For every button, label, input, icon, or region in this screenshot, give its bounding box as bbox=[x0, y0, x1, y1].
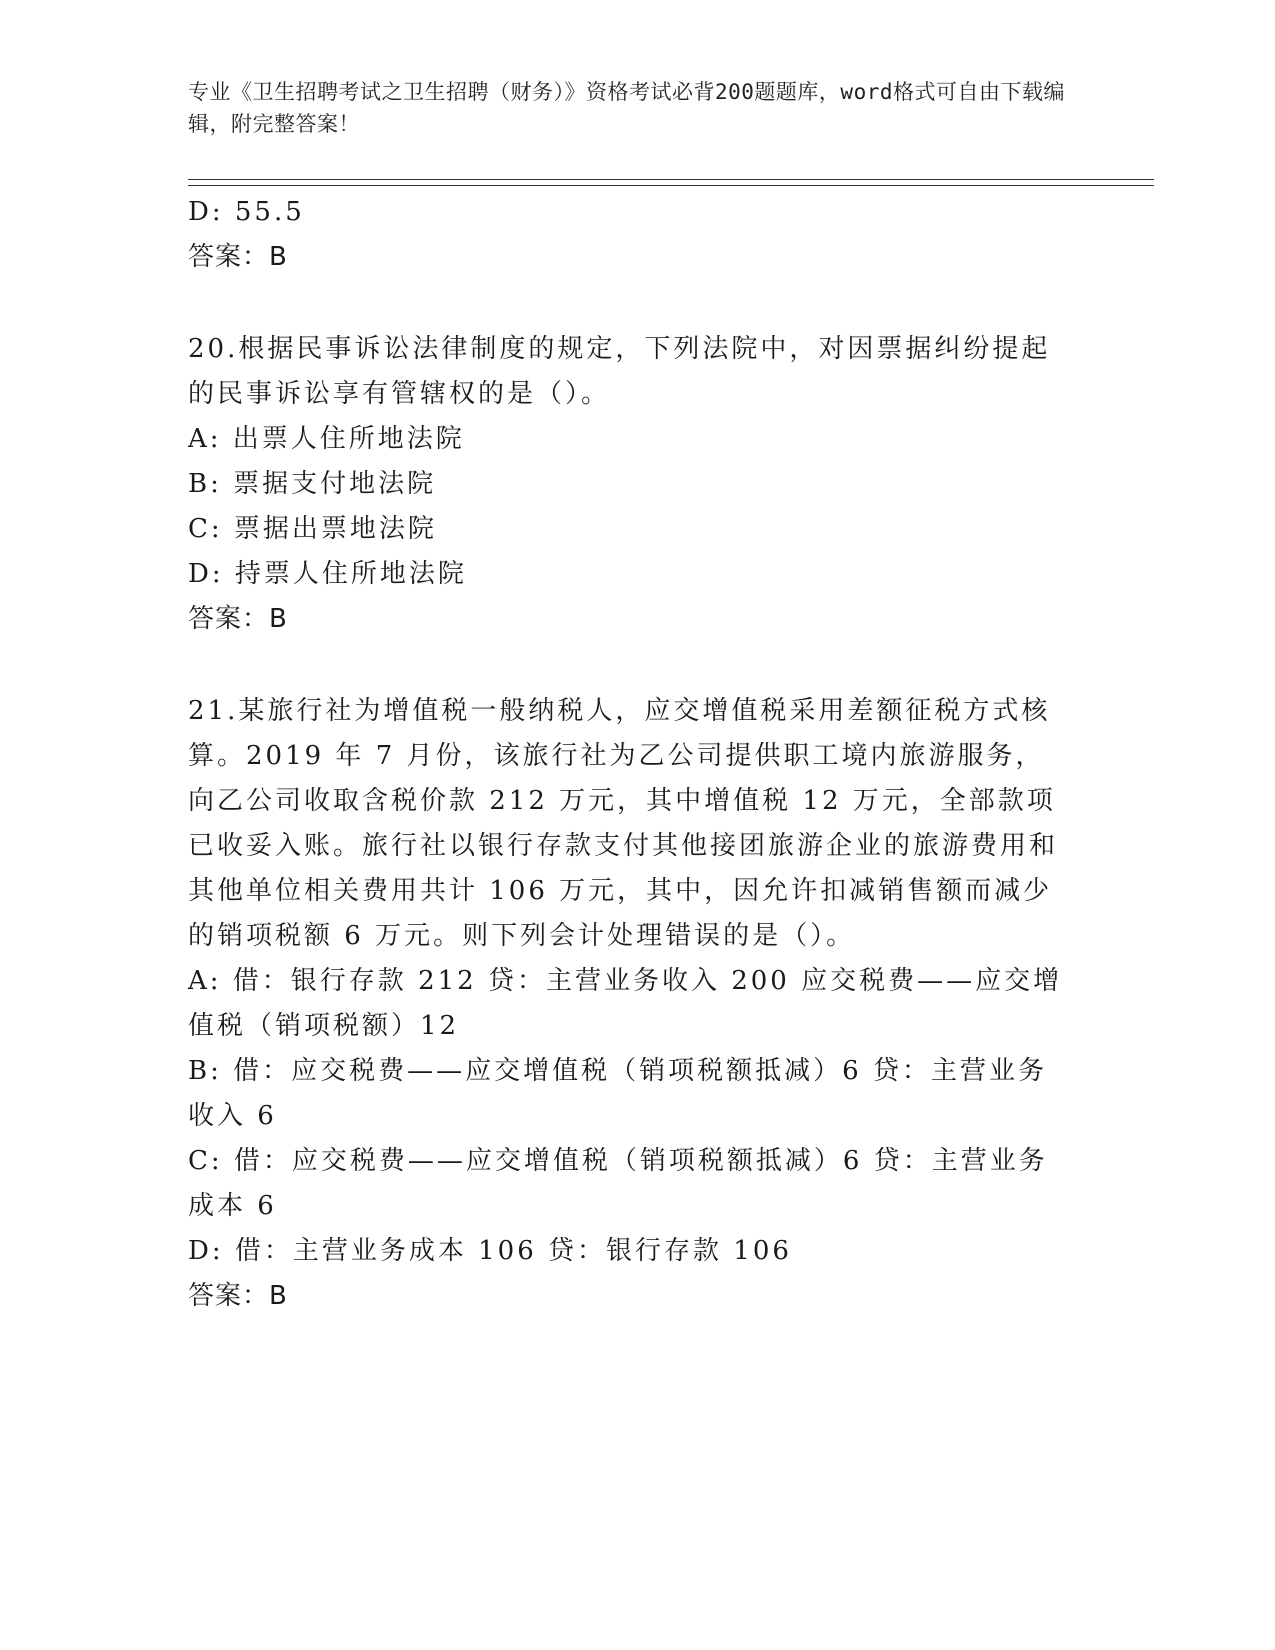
header-divider-bottom bbox=[188, 185, 1154, 186]
spacer bbox=[188, 642, 1068, 689]
answer-line: 答案：B bbox=[188, 604, 288, 634]
option-c: C: 借：应交税费——应交增值税（销项税额抵减）6 贷：主营业务成本 6 bbox=[188, 1146, 1048, 1221]
option-b: B: 借：应交税费——应交增值税（销项税额抵减）6 贷：主营业务收入 6 bbox=[188, 1056, 1047, 1131]
option-a: A: 出票人住所地法院 bbox=[188, 424, 465, 454]
option-a: A: 借：银行存款 212 贷：主营业务收入 200 应交税费——应交增值税（销项税额）12 bbox=[188, 966, 1063, 1041]
option-d: D: 55.5 bbox=[188, 197, 305, 227]
prev-question-tail bbox=[188, 190, 1068, 280]
spacer bbox=[188, 280, 1068, 327]
question-20 bbox=[188, 327, 1068, 642]
answer-line: 答案：B bbox=[188, 1281, 288, 1311]
question-stem: 21.某旅行社为增值税一般纳税人，应交增值税采用差额征税方式核算。2019 年 7 月份，该旅行社为乙公司提供职工境内旅游服务，向乙公司收取含税价款 212 万元，其中增值税 12 万元，全部款项已收妥入账。旅行社以银行存款支付其他接团旅游企业的旅游费用和其他单位相关费用共计 106 万元，其中，因允许扣减销售额而减少的销项税额 6 万元。则下列会计处理错误的是（）。 bbox=[188, 696, 1059, 951]
option-d: D: 借：主营业务成本 106 贷：银行存款 106 bbox=[188, 1236, 792, 1266]
page-header: 专业《卫生招聘考试之卫生招聘（财务）》资格考试必背200题题库，word格式可自由下载编辑，附完整答案！ bbox=[188, 80, 1065, 136]
option-b: B: 票据支付地法院 bbox=[188, 469, 437, 499]
option-c: C: 票据出票地法院 bbox=[188, 514, 437, 544]
option-d: D: 持票人住所地法院 bbox=[188, 559, 467, 589]
header-divider-top bbox=[188, 179, 1154, 180]
answer-line: 答案：B bbox=[188, 242, 288, 272]
question-stem: 20.根据民事诉讼法律制度的规定，下列法院中，对因票据纠纷提起的民事诉讼享有管辖权的是（）。 bbox=[188, 334, 1051, 409]
document-body bbox=[188, 190, 1068, 1319]
question-21 bbox=[188, 689, 1068, 1319]
